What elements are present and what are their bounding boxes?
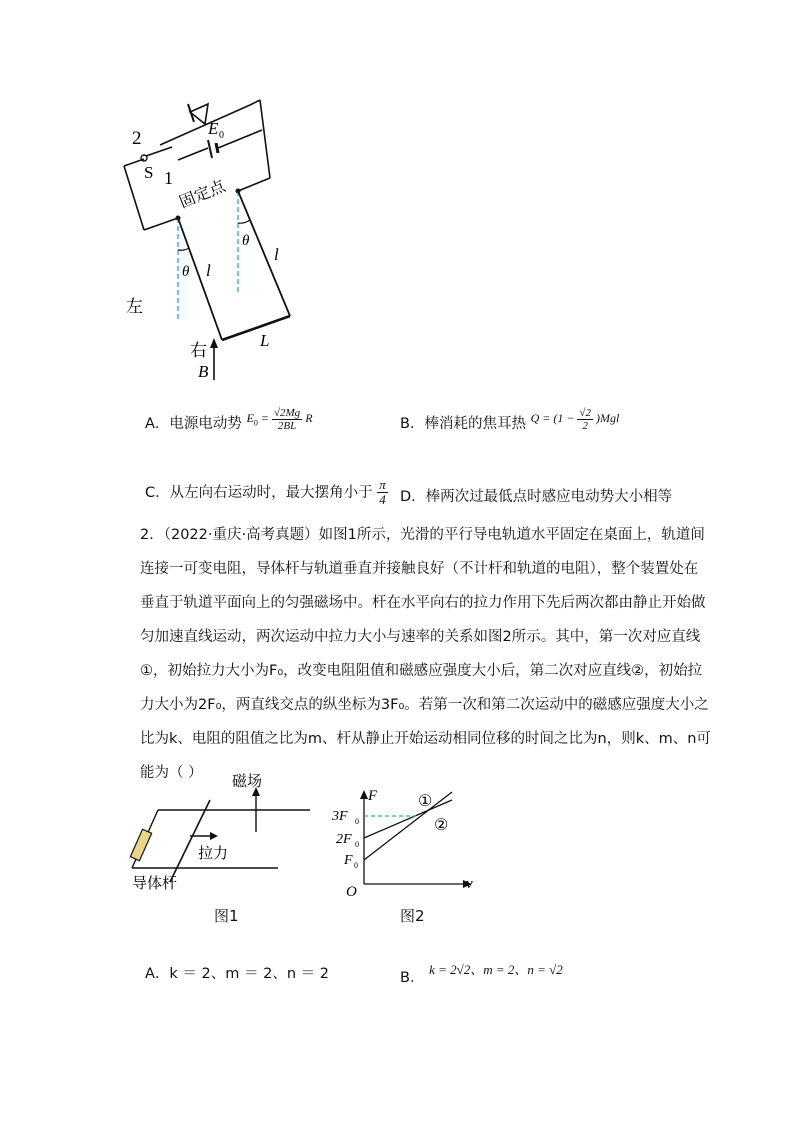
q2-option-B-formula: k = 2√2、m = 2、n = √2 [429,962,563,977]
diode-bar [188,104,194,122]
tick-F0: F [344,853,353,868]
q2-line-1: 2．（2022·重庆·高考真题）如图1所示，光滑的平行导电轨道水平固定在桌面上，轨道间 [140,527,705,543]
label-theta-left: θ [182,264,190,280]
battery-plate-long [208,140,212,158]
q2-option-B-prefix: B． [400,970,425,986]
label-magnetic-field: 磁场 [232,774,263,790]
figure-2-caption: 图2 [400,907,425,925]
conductor-rod [170,800,210,882]
tick-2F0: 2F [336,832,352,847]
q2-line-3: 垂直于轨道平面向上的匀强磁场中。杆在水平向右的拉力作用下先后两次都由静止开始做 [140,595,706,611]
label-1: 1 [164,168,173,188]
q2-option-A-text: A．k ＝ 2、m ＝ 2、n ＝ 2 [145,966,329,982]
figure-1-caption: 图1 [214,907,239,925]
q2-option-A[interactable] [145,962,329,983]
label-l-left: l [206,261,211,280]
option-B[interactable] [400,406,620,438]
option-A-text: A．电源电动势 [145,416,242,432]
left-wire [124,166,144,230]
rod-right [238,191,290,316]
q2-line-4: 匀加速直线运动，两次运动中拉力大小与速率的关系如图2所示。其中，第一次对应直线 [140,629,701,645]
angle-arc-right [238,220,250,223]
figure-1-rails [118,770,318,890]
tick-3F0-sub: 0 [355,817,359,826]
option-D[interactable] [400,485,672,506]
rod-bottom [222,316,290,340]
left-top-wire [124,159,144,166]
axis-F-arrowhead [360,790,368,799]
label-conductor-rod: 导体杆 [132,876,178,890]
option-C-text: C．从左向右运动时，最大摆角小于 [145,484,373,501]
label-S: S [144,163,154,182]
option-A-tail: R [305,411,313,425]
label-F: F [368,788,378,804]
option-C-den: 4 [379,492,386,508]
label-2: 2 [132,128,142,149]
label-B: B [198,362,209,381]
label-origin: O [346,884,357,900]
option-A-lhs: E [246,411,254,425]
tick-F0-sub: 0 [354,861,358,870]
question-2-text [140,518,711,790]
bottom-right-wire [238,178,270,191]
battery-wire-right [218,130,262,148]
q2-line-6: 力大小为2F₀，两直线交点的纵坐标为3F₀。若第一次和第二次运动中的磁感应强度大小之 [140,697,709,713]
option-B-text: B．棒消耗的焦耳热 [400,416,526,432]
option-A-den: 2BL [277,419,297,432]
label-fixed-point: 固定点 [177,177,229,212]
q2-line-8: 能为（ ） [140,765,203,781]
label-left: 左 [126,297,143,316]
q2-line-5: ①，初始拉力大小为F₀，改变电阻阻值和磁感应强度大小后，第二次对应直线②，初始拉 [140,663,703,679]
option-B-num: √2 [579,406,591,419]
label-E0-sub: 0 [219,130,224,141]
line-2-label: ② [434,817,449,834]
label-L: L [260,331,270,350]
force-arrowhead [210,832,218,840]
switch-lever [146,147,172,156]
label-E0: E [208,119,219,138]
magnetic-field-arrowhead [210,338,218,348]
label-l-right: l [274,245,279,264]
bottom-left-wire [144,218,178,230]
option-A-num: √2Mg [273,406,301,419]
line-1-label: ① [418,793,433,810]
option-B-lhs: Q = (1 − [530,411,575,425]
option-C[interactable] [145,478,388,508]
tick-3F0: 3F [332,809,348,824]
angle-arc-left [178,248,189,250]
q2-line-7: 比为k、电阻的阻值之比为m、杆从静止开始运动相同位移的时间之比为n，则k、m、n可 [140,731,711,747]
right-wire [260,100,270,178]
option-B-den: 2 [582,419,588,432]
figure-2-graph [330,782,490,902]
tick-2F0-sub: 0 [355,840,359,849]
label-v: v [466,876,473,892]
battery-wire-left [178,148,208,160]
option-D-text: D．棒两次过最低点时感应电动势大小相等 [400,489,673,505]
label-pull-force: 拉力 [198,846,229,862]
pendulum-circuit-diagram [110,90,310,390]
label-theta-right: θ [242,233,250,249]
option-C-num: π [379,477,386,492]
variable-resistor [130,829,151,860]
q2-option-B[interactable] [400,958,563,986]
battery-plate-short [216,143,218,153]
upper-right-wire [250,100,260,105]
option-B-tail: )Mgl [595,411,620,425]
option-A[interactable]: A．电源电动势 $^{E_0 = \frac{√2Mg}{2BL} R}$ [145,406,313,432]
label-right: 右 [190,341,207,360]
q2-line-2: 连接一可变电阻，导体杆与轨道垂直并接触良好（不计杆和轨道的电阻），整个装置处在 [140,561,699,577]
